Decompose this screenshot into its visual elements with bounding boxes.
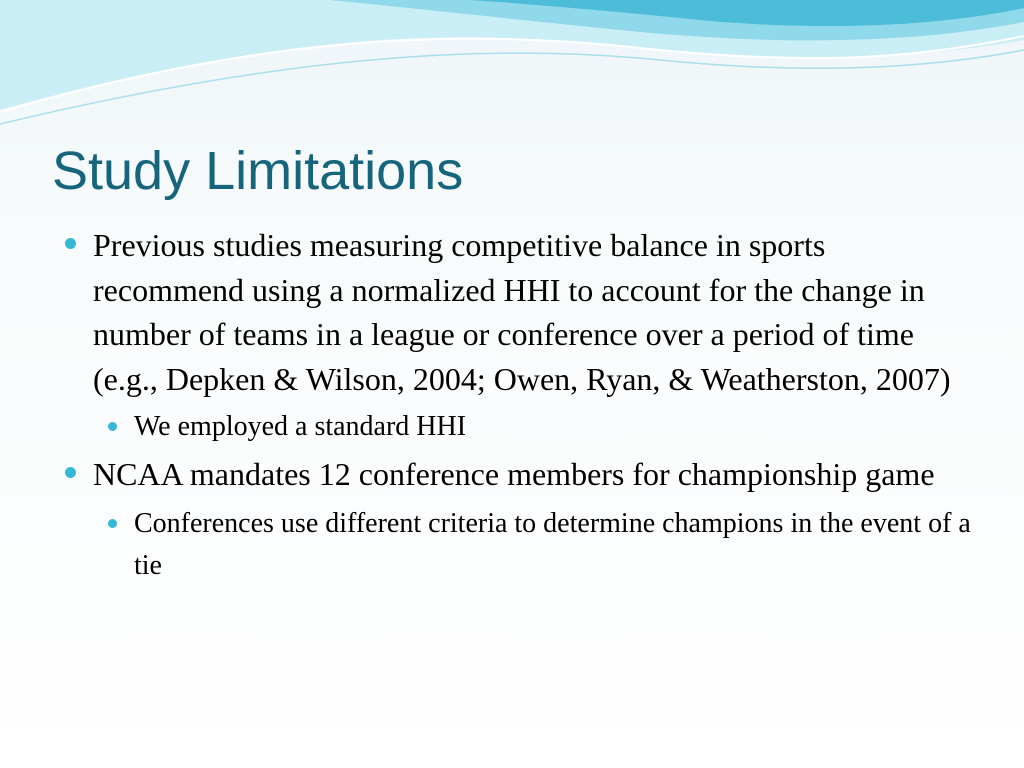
wave-decoration <box>0 0 1024 130</box>
bullet-item <box>64 452 974 497</box>
sub-bullet-text: Conferences use different criteria to determine champions in the event of a tie <box>134 507 971 581</box>
sub-bullet-icon <box>108 519 117 528</box>
sub-bullet-text: We employed a standard HHI <box>134 411 467 442</box>
slide-body <box>64 223 974 587</box>
bullet-icon <box>65 238 76 249</box>
bullet-text: NCAA mandates 12 conference members for championship game <box>93 456 935 492</box>
sub-bullet-item <box>108 503 974 587</box>
sub-bullet-icon <box>108 422 117 431</box>
slide-title: Study Limitations <box>52 141 464 201</box>
sub-bullet-item <box>108 406 974 448</box>
bullet-icon <box>65 467 76 478</box>
bullet-item <box>64 223 974 401</box>
bullet-text: Previous studies measuring competitive balance in sports recommend using a normalized HHI to account for the change in number of teams in a league or conference over a period of time (e.g., Depken & Wilson, 2004; Owen, Ryan, & Weatherston, 2007) <box>93 227 951 397</box>
